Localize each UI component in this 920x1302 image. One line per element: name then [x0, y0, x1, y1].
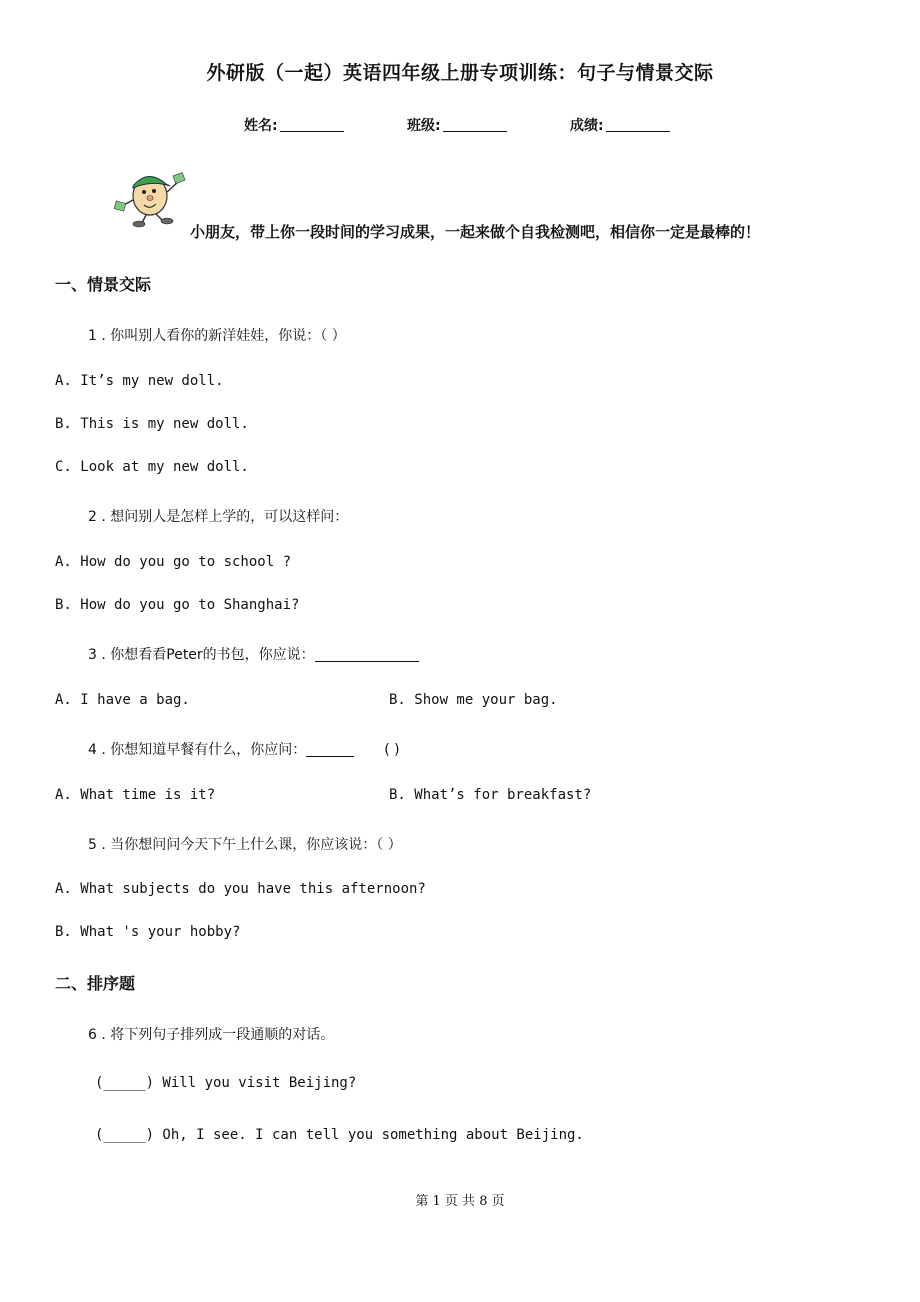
q4-option-b[interactable]: B. What’s for breakfast? [389, 787, 592, 803]
question-6: 6 . 将下列句子排列成一段通顺的对话。 [88, 1027, 335, 1043]
question-3-text: 3 . 你想看看Peter的书包，你应说： [88, 647, 315, 663]
question-2: 2 . 想问别人是怎样上学的，可以这样问： [88, 509, 349, 525]
q5-option-a[interactable]: A. What subjects do you have this afternoon? [55, 881, 426, 897]
name-field[interactable] [244, 115, 344, 135]
q6-line-1[interactable]: (_____) Will you visit Beijing? [95, 1075, 357, 1091]
name-label: 姓名: [244, 118, 278, 134]
encouragement-text: 小朋友，带上你一段时间的学习成果，一起来做个自我检测吧，相信你一定是最棒的！ [190, 223, 761, 241]
question-4-text: 4 . 你想知道早餐有什么，你应问： [88, 742, 307, 758]
section-heading-1: 一、情景交际 [55, 275, 152, 294]
class-field[interactable] [407, 115, 507, 135]
q1-option-a[interactable]: A. It’s my new doll. [55, 373, 224, 389]
q4-answer-blank[interactable] [306, 742, 354, 757]
q2-option-a[interactable]: A. How do you go to school ? [55, 554, 292, 570]
q5-option-b[interactable]: B. What 's your hobby? [55, 924, 241, 940]
section-heading-2: 二、排序题 [55, 974, 136, 993]
score-label: 成绩: [570, 118, 604, 134]
page-footer: 第 1 页 共 8 页 [415, 1194, 505, 1209]
q3-option-b[interactable]: B. Show me your bag. [389, 692, 558, 708]
mascot-illustration [112, 160, 190, 230]
q6-line-2[interactable]: (_____) Oh, I see. I can tell you something about Beijing. [95, 1127, 584, 1143]
class-label: 班级: [407, 118, 441, 134]
question-1: 1 . 你叫别人看你的新洋娃娃，你说：（ ） [88, 328, 346, 344]
q3-option-a[interactable]: A. I have a bag. [55, 692, 190, 708]
question-3 [88, 644, 419, 664]
q3-answer-blank[interactable] [315, 647, 419, 662]
question-5: 5 . 当你想问问今天下午上什么课，你应该说：（ ） [88, 837, 402, 853]
name-blank[interactable] [280, 117, 344, 132]
q4-option-a[interactable]: A. What time is it? [55, 787, 216, 803]
score-blank[interactable] [606, 117, 670, 132]
question-4 [88, 739, 400, 759]
q1-option-c[interactable]: C. Look at my new doll. [55, 459, 249, 475]
document-title: 外研版（一起）英语四年级上册专项训练：句子与情景交际 [206, 62, 714, 84]
q1-option-b[interactable]: B. This is my new doll. [55, 416, 249, 432]
q4-answer-parens[interactable]: ( ) [384, 742, 400, 758]
score-field[interactable] [570, 115, 670, 135]
class-blank[interactable] [443, 117, 507, 132]
q2-option-b[interactable]: B. How do you go to Shanghai? [55, 597, 300, 613]
